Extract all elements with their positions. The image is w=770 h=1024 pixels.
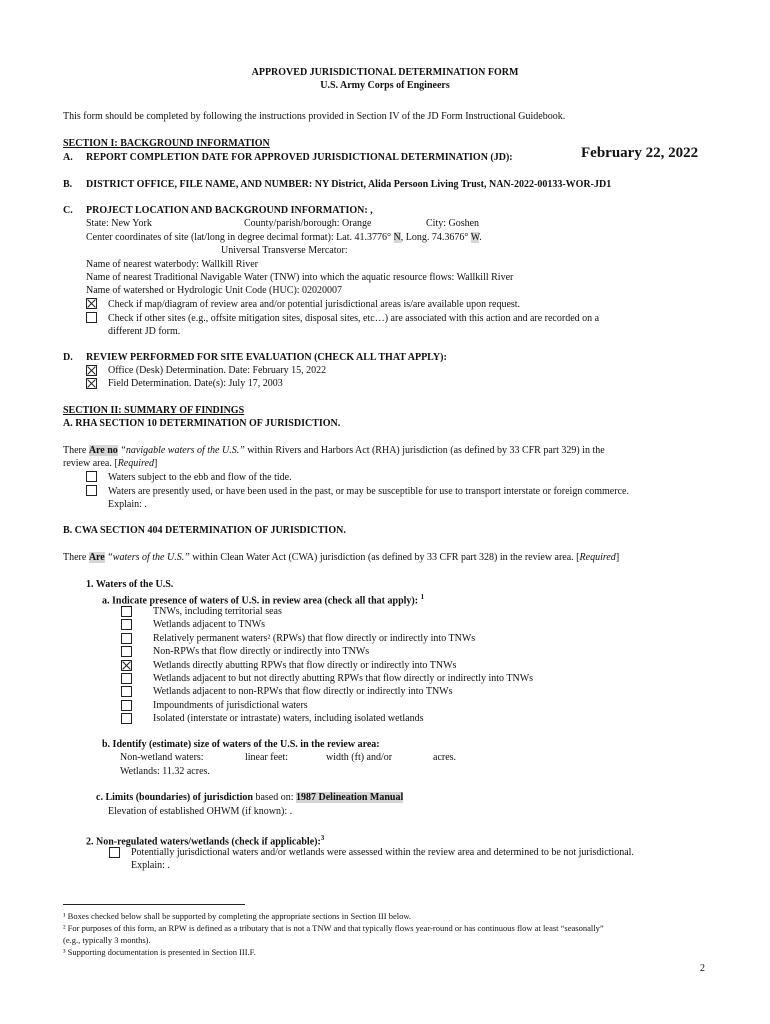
cwa-end: ] <box>615 552 620 563</box>
section1-a-label: A. <box>63 152 73 163</box>
form-subtitle: U.S. Army Corps of Engineers <box>320 80 450 91</box>
report-date-value: February 22, 2022 <box>581 145 699 161</box>
watershed-huc: Name of watershed or Hydrologic Unit Code (HUC): 02020007 <box>86 285 343 296</box>
rha-line2-pre: review area. [ <box>63 458 118 469</box>
coords-west: W <box>470 232 480 243</box>
footnote-3: ³ Supporting documentation is presented in Section III.F. <box>63 947 256 957</box>
commerce-waters-checkbox[interactable] <box>86 485 97 496</box>
rha-heading: A. RHA SECTION 10 DETERMINATION OF JURISDICTION. <box>63 418 341 429</box>
footnote-ref-3: 3 <box>320 834 325 842</box>
width-label: width (ft) and/or <box>326 752 393 763</box>
center-coordinates <box>86 231 482 244</box>
water-type-label: Relatively permanent waters² (RPWs) that flow directly or indirectly into TNWs <box>153 633 476 644</box>
map-available-label: Check if map/diagram of review area and/or potential jurisdictional areas is/are available upon request. <box>108 299 521 310</box>
tidal-waters-label: Waters subject to the ebb and flow of the tide. <box>108 472 292 483</box>
map-available-checkbox[interactable] <box>86 298 97 309</box>
water-type-label: Isolated (interstate or intrastate) waters, including isolated wetlands <box>153 713 424 724</box>
rha-answer: Are no <box>88 445 118 456</box>
rha-quote: “navigable waters of the U.S.” <box>117 445 245 456</box>
form-instructions: This form should be completed by following the instructions provided in Section IV of the JD Form Instructional Guidebook. <box>63 111 566 122</box>
tidal-waters-checkbox[interactable] <box>86 471 97 482</box>
cwa-required: Required <box>579 552 616 563</box>
county-field: County/parish/borough: Orange <box>244 218 372 229</box>
water-type-checkbox[interactable] <box>121 646 132 657</box>
cwa-answer: Are <box>88 552 105 563</box>
rha-post: within Rivers and Harbors Act (RHA) jurisdiction (as defined by 33 CFR part 329) in the <box>244 445 605 456</box>
water-type-label: Wetlands directly abutting RPWs that flow directly or indirectly into TNWs <box>153 660 457 671</box>
coords-north: N <box>393 232 401 243</box>
section1-d-label: D. <box>63 352 73 363</box>
field-determination-checkbox[interactable] <box>86 378 97 389</box>
district-office-info: DISTRICT OFFICE, FILE NAME, AND NUMBER: NY District, Alida Persoon Living Trust, NAN-2022-00133-WOR-JD1 <box>86 179 612 190</box>
rha-statement <box>63 444 605 457</box>
other-sites-checkbox[interactable] <box>86 312 97 323</box>
cwa-heading: B. CWA SECTION 404 DETERMINATION OF JURISDICTION. <box>63 525 346 536</box>
cwa-pre: There <box>63 552 89 563</box>
other-sites-label-cont: different JD form. <box>108 326 181 337</box>
water-type-label: Wetlands adjacent to but not directly abutting RPWs that flow directly or indirectly into TNWs <box>153 673 534 684</box>
water-type-checkbox[interactable] <box>121 713 132 724</box>
water-type-checkbox[interactable] <box>121 660 132 671</box>
non-regulated-text: 2. Non-regulated waters/wetlands (check if applicable): <box>86 836 321 848</box>
delineation-manual: 1987 Delineation Manual <box>296 792 404 803</box>
office-determination-label: Office (Desk) Determination. Date: February 15, 2022 <box>108 365 327 376</box>
utm-field: Universal Transverse Mercator: <box>221 245 348 256</box>
non-wetland-label: Non-wetland waters: <box>120 752 204 763</box>
section2-heading: SECTION II: SUMMARY OF FINDINGS <box>63 405 245 416</box>
water-type-label: Impoundments of jurisdictional waters <box>153 700 308 711</box>
footnote-2-cont: (e.g., typically 3 months). <box>63 935 151 945</box>
review-performed-heading: REVIEW PERFORMED FOR SITE EVALUATION (CHECK ALL THAT APPLY): <box>86 352 447 363</box>
water-type-checkbox[interactable] <box>121 673 132 684</box>
cwa-post: within Clean Water Act (CWA) jurisdiction (as defined by 33 CFR part 328) in the review area. [ <box>189 552 580 563</box>
water-type-label: Wetlands adjacent to non-RPWs that flow directly or indirectly into TNWs <box>153 686 453 697</box>
rha-statement-cont <box>63 457 157 470</box>
rha-line2-end: ] <box>153 458 158 469</box>
rha-pre: There <box>63 445 89 456</box>
identify-size-heading: b. Identify (estimate) size of waters of the U.S. in the review area: <box>102 739 380 750</box>
coords-long: , Long. 74.3676° <box>400 232 469 243</box>
rha-required: Required <box>117 458 154 469</box>
waters-of-us-heading: 1. Waters of the U.S. <box>86 579 174 590</box>
not-jurisdictional-checkbox[interactable] <box>109 847 120 858</box>
commerce-waters-label: Waters are presently used, or have been used in the past, or may be susceptible for use to transport interstate or foreign commerce. <box>108 486 629 497</box>
nearest-tnw: Name of nearest Traditional Navigable Water (TNW) into which the aquatic resource flows: Wallkill River <box>86 272 514 283</box>
cwa-statement <box>63 551 619 564</box>
nearest-waterbody: Name of nearest waterbody: Wallkill River <box>86 259 259 270</box>
water-type-label: Wetlands adjacent to TNWs <box>153 619 266 630</box>
limits-label: c. Limits (boundaries) of jurisdiction <box>96 792 253 803</box>
wetlands-acres: Wetlands: 11.32 acres. <box>120 766 210 777</box>
section1-b-label: B. <box>63 179 73 190</box>
city-field: City: Goshen <box>426 218 480 229</box>
not-jurisdictional-explain: Explain: . <box>131 860 170 871</box>
footnote-ref-1: 1 <box>420 593 425 601</box>
water-type-checkbox[interactable] <box>121 686 132 697</box>
water-type-checkbox[interactable] <box>121 619 132 630</box>
water-type-checkbox[interactable] <box>121 633 132 644</box>
not-jurisdictional-label: Potentially jurisdictional waters and/or wetlands were assessed within the review area and determined to be not jurisdictional. <box>131 847 634 858</box>
coords-end: . <box>479 232 482 243</box>
limits-based-on: based on: <box>252 792 296 803</box>
linear-feet-label: linear feet: <box>245 752 289 763</box>
water-type-checkbox[interactable] <box>121 700 132 711</box>
water-type-label: TNWs, including territorial seas <box>153 606 282 617</box>
other-sites-label: Check if other sites (e.g., offsite mitigation sites, disposal sites, etc…) are associated with this action and are recorded on a <box>108 313 600 324</box>
section1-heading: SECTION I: BACKGROUND INFORMATION <box>63 138 270 149</box>
state-field: State: New York <box>86 218 152 229</box>
project-location-heading: PROJECT LOCATION AND BACKGROUND INFORMATION: , <box>86 205 373 216</box>
footnote-divider <box>63 904 245 905</box>
coords-lat: Center coordinates of site (lat/long in degree decimal format): Lat. 41.3776° <box>86 232 392 243</box>
rha-explain: Explain: . <box>108 499 147 510</box>
footnote-2: ² For purposes of this form, an RPW is defined as a tributary that is not a TNW and that typically flows year-round or has continuous flow at least “seasonally” <box>63 923 604 933</box>
indicate-presence-text: a. Indicate presence of waters of U.S. in review area (check all that apply): <box>102 595 419 607</box>
footnote-1: ¹ Boxes checked below shall be supported by completing the appropriate sections in Section III below. <box>63 911 412 921</box>
acres-label: acres. <box>433 752 457 763</box>
ohwm-elevation: Elevation of established OHWM (if known): . <box>108 806 293 817</box>
office-determination-checkbox[interactable] <box>86 365 97 376</box>
report-date-label: REPORT COMPLETION DATE FOR APPROVED JURISDICTIONAL DETERMINATION (JD): <box>86 152 513 163</box>
section1-c-label: C. <box>63 205 73 216</box>
cwa-quote: “waters of the U.S.” <box>104 552 190 563</box>
form-title: APPROVED JURISDICTIONAL DETERMINATION FORM <box>251 67 519 78</box>
page-number: 2 <box>700 963 705 974</box>
water-type-label: Non-RPWs that flow directly or indirectly into TNWs <box>153 646 370 657</box>
field-determination-label: Field Determination. Date(s): July 17, 2003 <box>108 378 283 389</box>
water-type-checkbox[interactable] <box>121 606 132 617</box>
limits-of-jurisdiction <box>96 791 403 804</box>
